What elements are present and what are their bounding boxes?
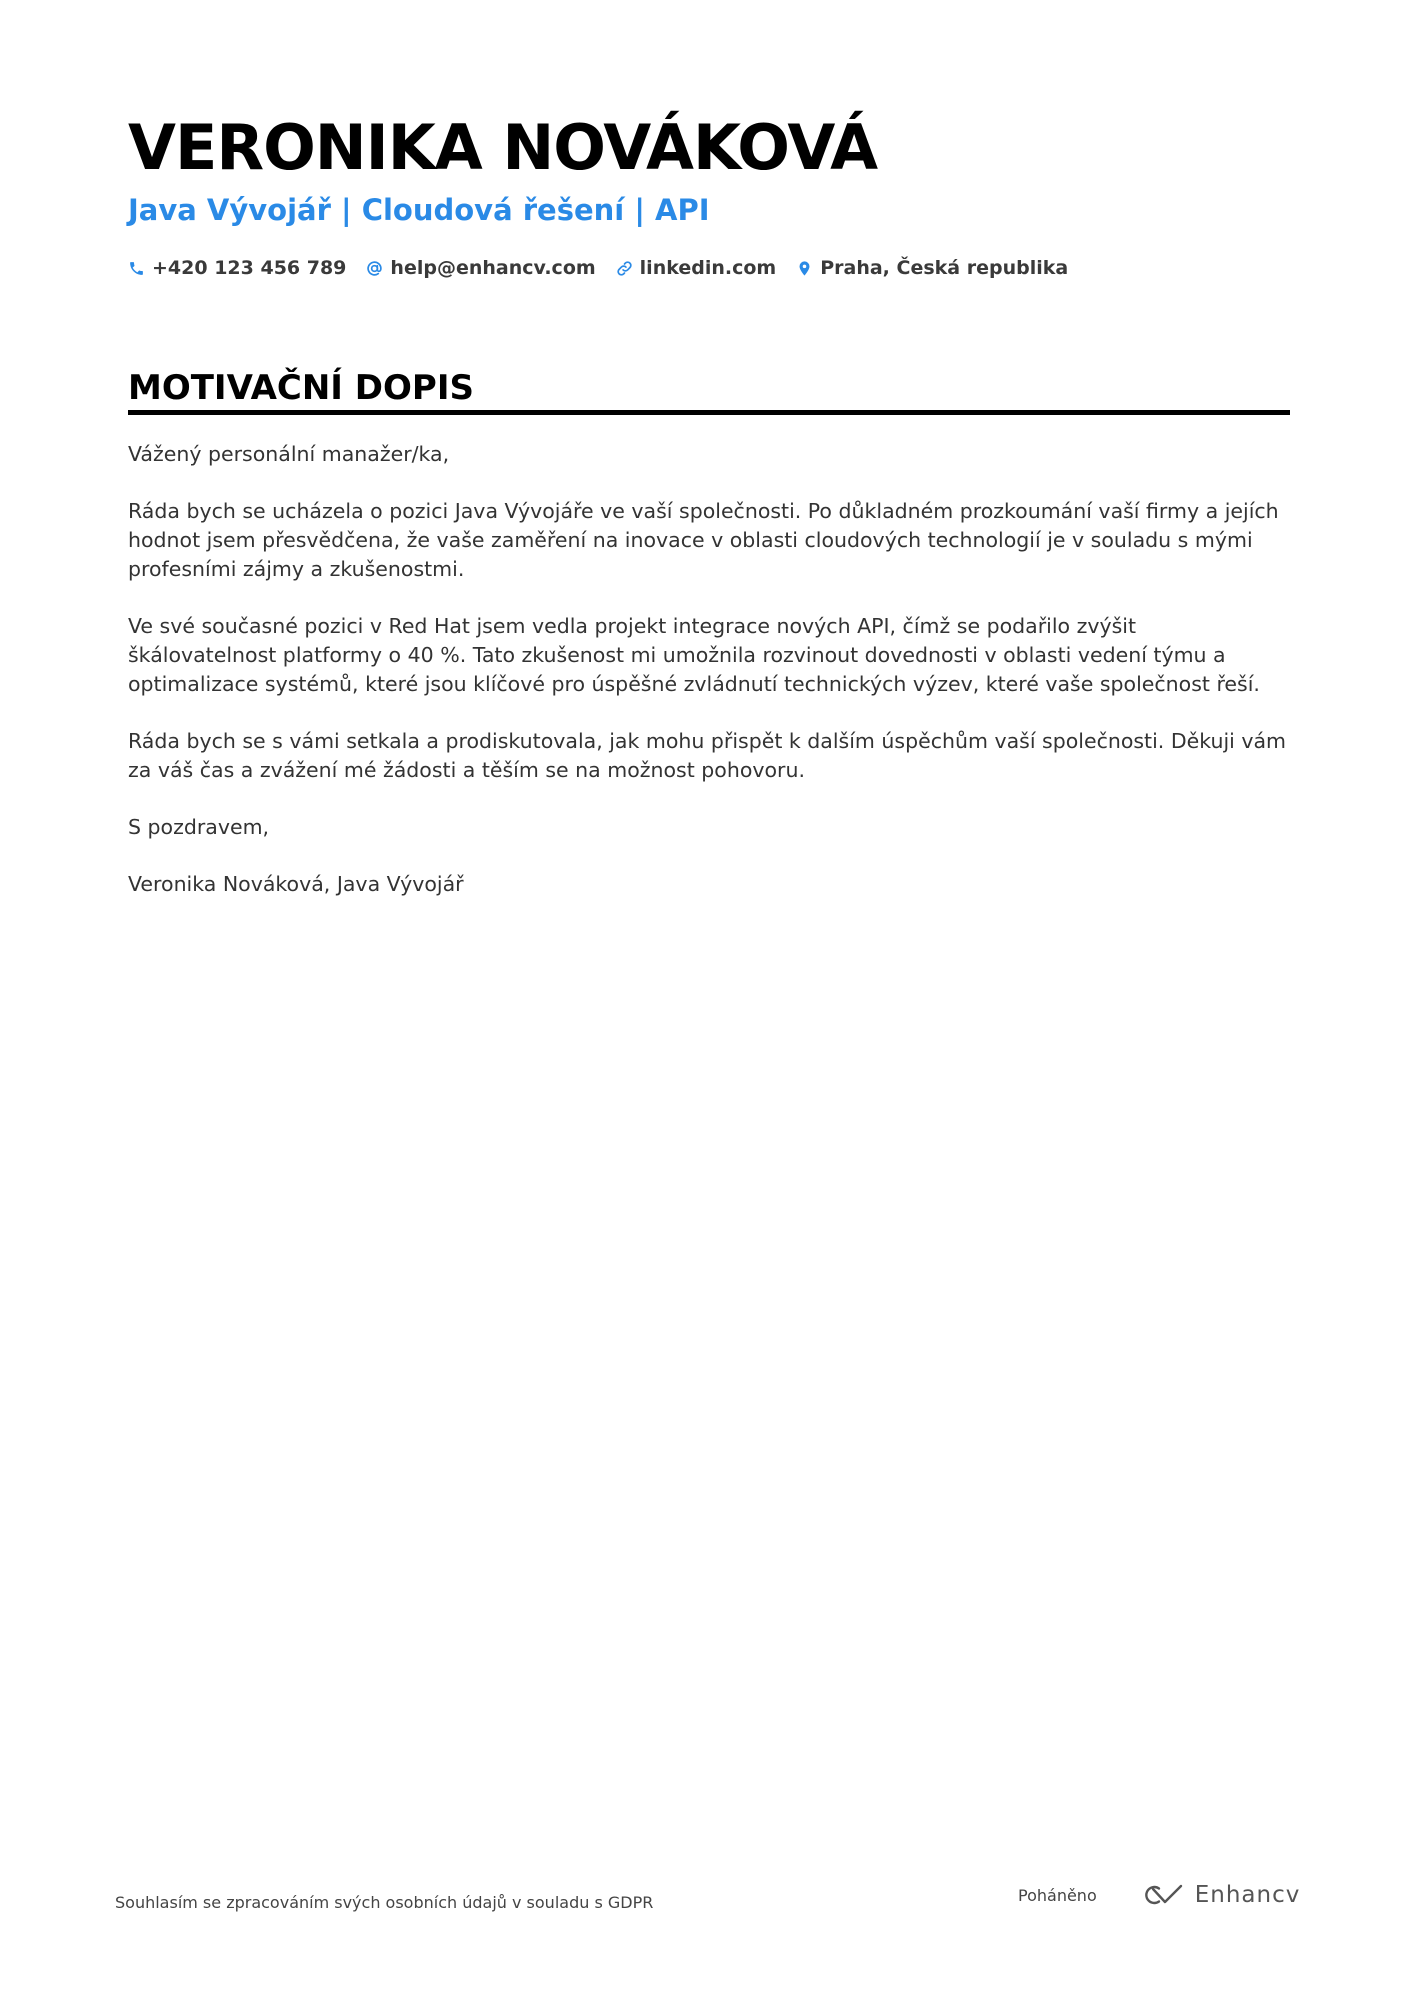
letter-greeting: Vážený personální manažer/ka, bbox=[128, 442, 450, 466]
section-title: MOTIVAČNÍ DOPIS bbox=[128, 368, 474, 408]
contact-location bbox=[796, 257, 1068, 279]
enhancv-logo-icon bbox=[1139, 1882, 1185, 1908]
candidate-name: VERONIKA NOVÁKOVÁ bbox=[128, 111, 878, 184]
powered-by-label: Poháněno bbox=[1018, 1885, 1097, 1905]
section-divider bbox=[128, 410, 1290, 415]
map-pin-icon bbox=[796, 260, 813, 277]
phone-icon bbox=[128, 260, 145, 277]
brand-name[interactable]: Enhancv bbox=[1194, 1882, 1301, 1908]
contact-info bbox=[128, 253, 1088, 283]
linkedin-link[interactable]: linkedin.com bbox=[639, 257, 777, 279]
at-icon bbox=[366, 260, 383, 277]
location-text: Praha, Česká republika bbox=[820, 257, 1069, 279]
letter-paragraph-2: Ve své současné pozici v Red Hat jsem vedla projekt integrace nových API, čímž se podařilo zvýšit škálovatelnost platformy o 40 %. Tato zkušenost mi umožnila rozvinout dovednosti v oblasti vedení týmu a optimalizace systémů, které jsou klíčové pro úspěšné zvládnutí technických výzev, které vaše společnost řeší. bbox=[128, 614, 1260, 696]
letter-paragraph-1: Ráda bych se ucházela o pozici Java Vývojáře ve vaší společnosti. Po důkladném prozkoumání vaší firmy a jejích hodnot jsem přesvědčena, že vaše zaměření na inovace v oblasti cloudových technologií je v souladu s mými profesními zájmy a zkušenostmi. bbox=[128, 499, 1279, 581]
candidate-headline: Java Vývojář | Cloudová řešení | API bbox=[128, 193, 710, 227]
gdpr-consent: Souhlasím se zpracováním svých osobních údajů v souladu s GDPR bbox=[115, 1893, 654, 1912]
powered-by[interactable] bbox=[1018, 1882, 1300, 1908]
contact-email[interactable] bbox=[366, 257, 595, 279]
contact-phone bbox=[128, 257, 346, 279]
letter-signature: Veronika Nováková, Java Vývojář bbox=[128, 872, 464, 896]
letter-body bbox=[128, 440, 1290, 927]
email-address[interactable]: help@enhancv.com bbox=[390, 257, 596, 279]
link-icon bbox=[616, 260, 633, 277]
letter-paragraph-3: Ráda bych se s vámi setkala a prodiskutovala, jak mohu přispět k dalším úspěchům vaší společnosti. Děkuji vám za váš čas a zvážení mé žádosti a těším se na možnost pohovoru. bbox=[128, 729, 1287, 782]
phone-number: +420 123 456 789 bbox=[152, 257, 347, 279]
contact-linkedin[interactable] bbox=[616, 257, 777, 279]
letter-closing: S pozdravem, bbox=[128, 815, 270, 839]
